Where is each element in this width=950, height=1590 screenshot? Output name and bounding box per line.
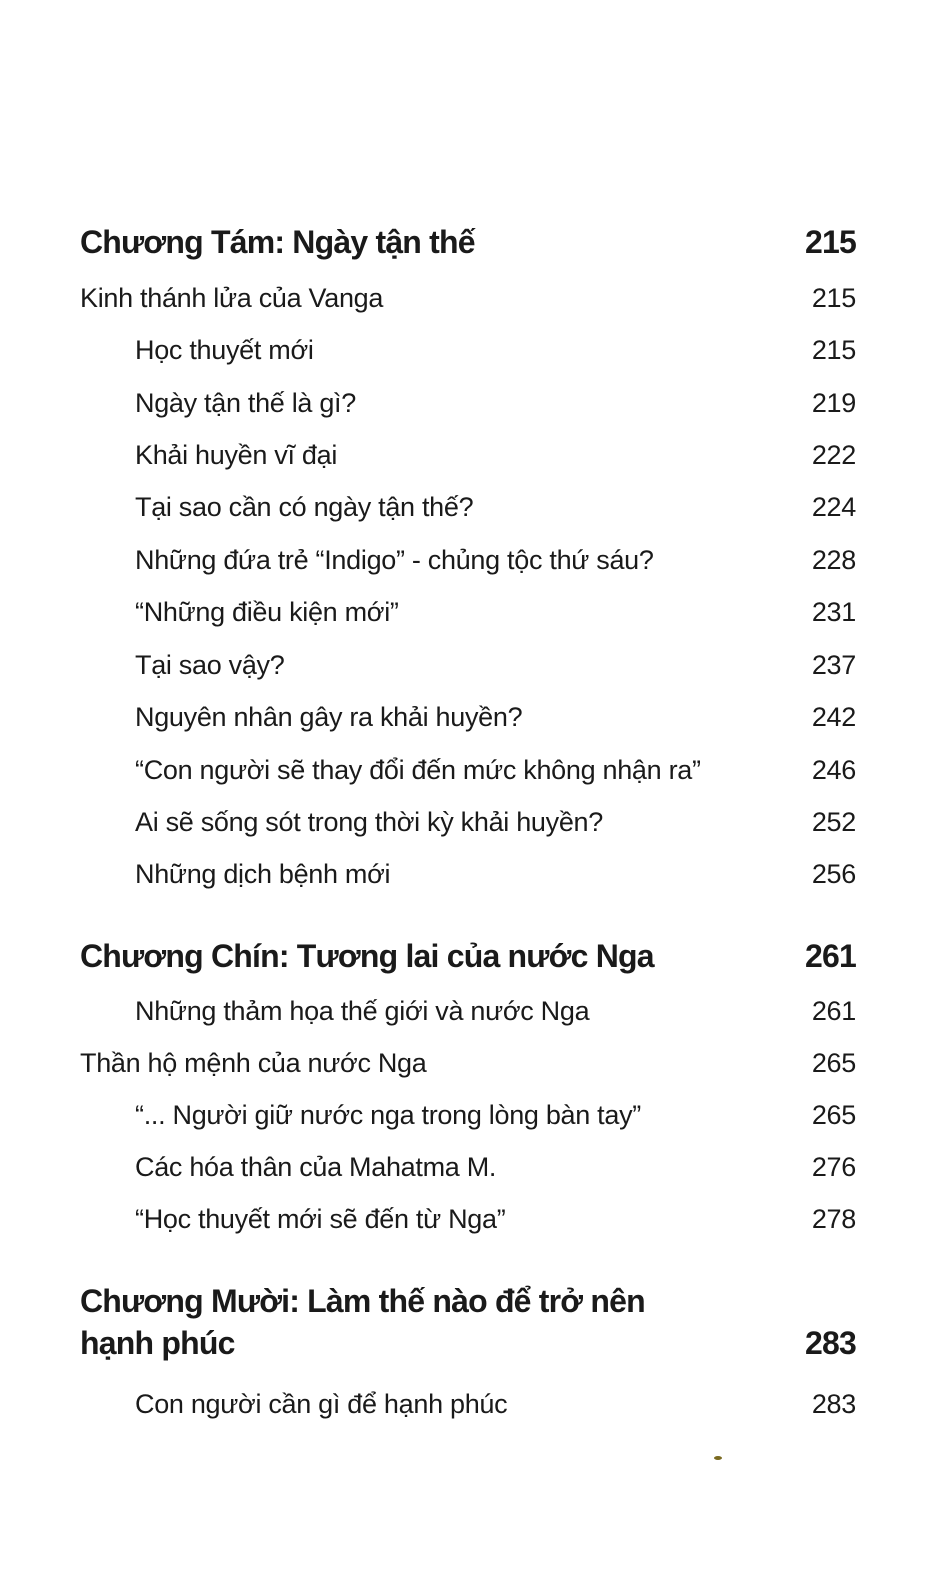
chapter-title: Chương Chín: Tương lai của nước Nga (80, 938, 654, 974)
entry-title: Con người cần gì để hạnh phúc (135, 1389, 508, 1419)
entry-title: Những dịch bệnh mới (135, 859, 391, 889)
entry-page-number: 242 (811, 702, 856, 732)
print-speck (714, 1456, 722, 1460)
toc-entry (135, 1204, 856, 1235)
entry-title: Kinh thánh lửa của Vanga (80, 283, 384, 313)
entry-page-number: 252 (811, 807, 856, 837)
entry-title: Ngày tận thế là gì? (135, 388, 356, 418)
entry-title: Khải huyền vĩ đại (135, 440, 338, 470)
entry-page-number: 246 (811, 755, 856, 785)
entry-page-number: 228 (811, 545, 856, 575)
entry-page-number: 219 (811, 388, 856, 418)
entry-page-number: 265 (811, 1100, 856, 1130)
chapter-page-number: 283 (805, 1325, 856, 1361)
entry-title: Những đứa trẻ “Indigo” - chủng tộc thứ sáu? (135, 545, 654, 575)
toc-entry (135, 807, 856, 838)
toc-entry (135, 650, 856, 681)
chapter-heading (80, 938, 856, 975)
entry-title: “Học thuyết mới sẽ đến từ Nga” (135, 1204, 506, 1234)
toc-entry (80, 1048, 856, 1079)
entry-title: “Con người sẽ thay đổi đến mức không nhận ra” (135, 755, 701, 785)
chapter-title-line-2: hạnh phúc (80, 1325, 235, 1361)
toc-entry (135, 1100, 856, 1131)
entry-title: Nguyên nhân gây ra khải huyền? (135, 702, 523, 732)
chapter-page-number: 215 (805, 224, 856, 260)
chapter-heading (80, 224, 856, 261)
entry-title: Tại sao vậy? (135, 650, 285, 680)
entry-page-number: 261 (811, 996, 856, 1026)
toc-entry (135, 702, 856, 733)
toc-entry (135, 545, 856, 576)
entry-page-number: 222 (811, 440, 856, 470)
toc-entry (135, 440, 856, 471)
entry-page-number: 224 (811, 492, 856, 522)
entry-title: “Những điều kiện mới” (135, 597, 399, 627)
entry-page-number: 231 (811, 597, 856, 627)
toc-entry (135, 335, 856, 366)
toc-entry (135, 859, 856, 890)
entry-title: Học thuyết mới (135, 335, 314, 365)
toc-entry (135, 597, 856, 628)
chapter-title-row (80, 1325, 856, 1362)
entry-page-number: 237 (811, 650, 856, 680)
entry-title: Các hóa thân của Mahatma M. (135, 1152, 497, 1182)
entry-title: Thần hộ mệnh của nước Nga (80, 1048, 427, 1078)
toc-entry (135, 1389, 856, 1420)
toc-entry (80, 283, 856, 314)
entry-page-number: 265 (811, 1048, 856, 1078)
toc-entry (135, 996, 856, 1027)
toc-entry (135, 388, 856, 419)
entry-page-number: 256 (811, 859, 856, 889)
entry-page-number: 215 (811, 283, 856, 313)
chapter-title-line-1: Chương Mười: Làm thế nào để trở nên (80, 1283, 645, 1319)
entry-page-number: 215 (811, 335, 856, 365)
entry-title: Tại sao cần có ngày tận thế? (135, 492, 474, 522)
chapter-page-number: 261 (805, 938, 856, 974)
entry-title: Ai sẽ sống sót trong thời kỳ khải huyền? (135, 807, 603, 837)
entry-page-number: 276 (811, 1152, 856, 1182)
toc-entry (135, 755, 856, 786)
chapter-title: Chương Tám: Ngày tận thế (80, 224, 475, 260)
entry-page-number: 283 (811, 1389, 856, 1419)
entry-title: Những thảm họa thế giới và nước Nga (135, 996, 590, 1026)
entry-title: “... Người giữ nước nga trong lòng bàn tay” (135, 1100, 641, 1130)
toc-entry (135, 492, 856, 523)
toc-entry (135, 1152, 856, 1183)
entry-page-number: 278 (811, 1204, 856, 1234)
